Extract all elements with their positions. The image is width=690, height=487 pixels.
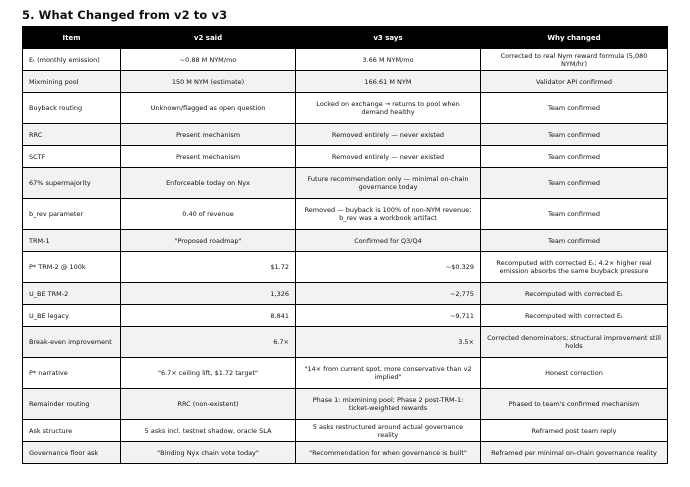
item-cell: RRC [23, 124, 121, 146]
v2-cell: 8,841 [121, 305, 296, 327]
column-header-v3-says: v3 says [296, 27, 481, 49]
v2-cell: 0.40 of revenue [121, 199, 296, 230]
v2-cell: "Binding Nyx chain vote today" [121, 442, 296, 464]
table-row [23, 168, 668, 199]
why-cell: Team confirmed [481, 168, 668, 199]
item-cell: Ask structure [23, 420, 121, 442]
v2-cell: Unknown/flagged as open question [121, 93, 296, 124]
item-cell: Remainder routing [23, 389, 121, 420]
why-cell: Team confirmed [481, 93, 668, 124]
why-cell: Recomputed with corrected Eₜ [481, 305, 668, 327]
v3-cell: ~2,775 [296, 283, 481, 305]
v2-cell: 6.7× [121, 327, 296, 358]
table-row [23, 93, 668, 124]
why-cell: Validator API confirmed [481, 71, 668, 93]
table-header-row [23, 27, 668, 49]
v3-cell: Removed — buyback is 100% of non-NYM revenue; b_rev was a workbook artifact [296, 199, 481, 230]
v3-cell: Removed entirely — never existed [296, 124, 481, 146]
table-row [23, 327, 668, 358]
v2-cell: "6.7× ceiling lift, $1.72 target" [121, 358, 296, 389]
item-cell: P* TRM-2 @ 100k [23, 252, 121, 283]
v3-cell: ~$0.329 [296, 252, 481, 283]
item-cell: TRM-1 [23, 230, 121, 252]
table-row [23, 305, 668, 327]
column-header-item: Item [23, 27, 121, 49]
item-cell: Governance floor ask [23, 442, 121, 464]
table-row [23, 283, 668, 305]
v2-cell: RRC (non-existent) [121, 389, 296, 420]
why-cell: Team confirmed [481, 124, 668, 146]
v3-cell: 3.5× [296, 327, 481, 358]
why-cell: Team confirmed [481, 199, 668, 230]
item-cell: 67% supermajority [23, 168, 121, 199]
section-heading: 5. What Changed from v2 to v3 [22, 8, 228, 22]
table-row [23, 358, 668, 389]
v2-cell: "Proposed roadmap" [121, 230, 296, 252]
table-row [23, 146, 668, 168]
v2-cell: Enforceable today on Nyx [121, 168, 296, 199]
item-cell: Eₜ (monthly emission) [23, 49, 121, 71]
v3-cell: Removed entirely — never existed [296, 146, 481, 168]
table-row [23, 389, 668, 420]
why-cell: Phased to team's confirmed mechanism [481, 389, 668, 420]
v3-cell: 5 asks restructured around actual governance reality [296, 420, 481, 442]
v3-cell: Confirmed for Q3/Q4 [296, 230, 481, 252]
why-cell: Reframed post team reply [481, 420, 668, 442]
v2-cell: ~0.88 M NYM/mo [121, 49, 296, 71]
table-row [23, 252, 668, 283]
v3-cell: 166.61 M NYM [296, 71, 481, 93]
table-row [23, 420, 668, 442]
v3-cell: 3.66 M NYM/mo [296, 49, 481, 71]
table-row [23, 71, 668, 93]
v2-cell: Present mechanism [121, 146, 296, 168]
table-row [23, 124, 668, 146]
why-cell: Team confirmed [481, 146, 668, 168]
v2-cell: $1.72 [121, 252, 296, 283]
item-cell: Mixmining pool [23, 71, 121, 93]
column-header-v2-said: v2 said [121, 27, 296, 49]
item-cell: Break-even improvement [23, 327, 121, 358]
table-row [23, 230, 668, 252]
why-cell: Recomputed with corrected Eₜ [481, 283, 668, 305]
v2-cell: Present mechanism [121, 124, 296, 146]
why-cell: Recomputed with corrected Eₜ; 4.2× higher real emission absorbs the same buyback pressure [481, 252, 668, 283]
changes-table [22, 26, 668, 464]
v3-cell: "14× from current spot, more conservative than v2 implied" [296, 358, 481, 389]
item-cell: P* narrative [23, 358, 121, 389]
why-cell: Honest correction [481, 358, 668, 389]
why-cell: Reframed per minimal on-chain governance reality [481, 442, 668, 464]
why-cell: Corrected to real Nym reward formula (5,080 NYM/hr) [481, 49, 668, 71]
item-cell: U_BE TRM-2 [23, 283, 121, 305]
v3-cell: ~9,711 [296, 305, 481, 327]
item-cell: U_BE legacy [23, 305, 121, 327]
v3-cell: Locked on exchange → returns to pool when demand healthy [296, 93, 481, 124]
why-cell: Team confirmed [481, 230, 668, 252]
item-cell: SCTF [23, 146, 121, 168]
v2-cell: 1,326 [121, 283, 296, 305]
v3-cell: Future recommendation only — minimal on-chain governance today [296, 168, 481, 199]
v2-cell: 5 asks incl. testnet shadow, oracle SLA [121, 420, 296, 442]
item-cell: Buyback routing [23, 93, 121, 124]
table-row [23, 199, 668, 230]
table-row [23, 49, 668, 71]
column-header-why-changed: Why changed [481, 27, 668, 49]
item-cell: b_rev parameter [23, 199, 121, 230]
v3-cell: Phase 1: mixmining pool; Phase 2 post-TRM-1: ticket-weighted rewards [296, 389, 481, 420]
v3-cell: "Recommendation for when governance is built" [296, 442, 481, 464]
why-cell: Corrected denominators; structural improvement still holds [481, 327, 668, 358]
v2-cell: 150 M NYM (estimate) [121, 71, 296, 93]
table-row [23, 442, 668, 464]
